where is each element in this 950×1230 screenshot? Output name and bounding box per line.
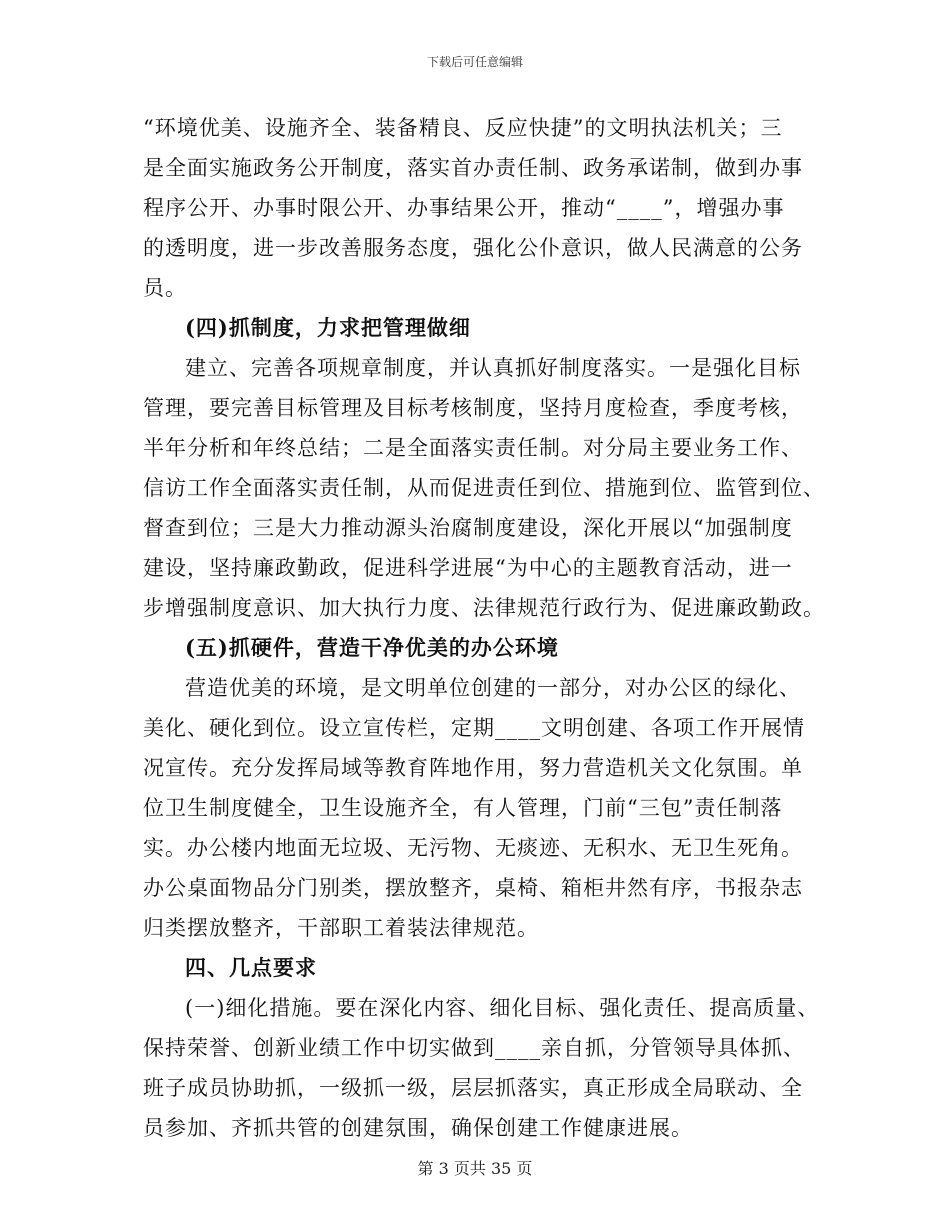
body-line: 员。	[143, 276, 187, 300]
body-line: 步增强制度意识、加大执行力度、法律规范行政行为、促进廉政勤政。	[143, 596, 825, 620]
document-body	[143, 108, 825, 1148]
header-note: 下载后可任意编辑	[426, 55, 523, 69]
body-line: 信访工作全面落实责任制，从而促进责任到位、措施到位、监管到位、	[143, 476, 825, 500]
body-line: 实。办公楼内地面无垃圾、无污物、无痰迹、无积水、无卫生死角。	[143, 836, 803, 860]
body-line: (一)细化措施。要在深化内容、细化目标、强化责任、提高质量、	[185, 996, 820, 1020]
body-line: 营造优美的环境，是文明单位创建的一部分，对办公区的绿化、	[185, 676, 801, 700]
body-line: 的透明度，进一步改善服务态度，强化公仆意识，做人民满意的公务	[143, 236, 803, 260]
section-heading: 四、几点要求	[185, 955, 317, 980]
body-line: 美化、硬化到位。设立宣传栏，定期____文明创建、各项工作开展情	[143, 716, 805, 740]
page-number: 第 3 页共 35 页	[417, 1159, 533, 1178]
body-line: 半年分析和年终总结；二是全面落实责任制。对分局主要业务工作、	[143, 436, 803, 460]
body-line: 员参加、齐抓共管的创建氛围，确保创建工作健康进展。	[143, 1116, 693, 1140]
body-line: 况宣传。充分发挥局域等教育阵地作用，努力营造机关文化氛围。单	[143, 756, 803, 780]
body-line: 保持荣誉、创新业绩工作中切实做到____亲自抓，分管领导具体抓、	[143, 1036, 805, 1060]
body-line: 建设，坚持廉政勤政，促进科学进展“为中心的主题教育活动，进一	[143, 556, 793, 580]
body-line: 管理，要完善目标管理及目标考核制度，坚持月度检查，季度考核，	[143, 396, 803, 420]
body-line: 归类摆放整齐，干部职工着装法律规范。	[143, 916, 539, 940]
body-line: 建立、完善各项规章制度，并认真抓好制度落实。一是强化目标	[185, 356, 801, 380]
body-line: 办公桌面物品分门别类，摆放整齐，桌椅、箱柜井然有序，书报杂志	[143, 876, 803, 900]
body-line: 程序公开、办事时限公开、办事结果公开，推动“____”，增强办事	[143, 196, 785, 220]
body-line: 督查到位；三是大力推动源头治腐制度建设，深化开展以“加强制度	[143, 516, 793, 540]
section-heading: (四)抓制度，力求把管理做细	[185, 315, 471, 340]
body-line: “环境优美、设施齐全、装备精良、反应快捷”的文明执法机关；三	[143, 116, 783, 140]
body-line: 班子成员协助抓，一级抓一级，层层抓落实，真正形成全局联动、全	[143, 1076, 803, 1100]
body-line: 是全面实施政务公开制度，落实首办责任制、政务承诺制，做到办事	[143, 156, 803, 180]
section-heading: (五)抓硬件，营造干净优美的办公环境	[185, 635, 559, 660]
body-line: 位卫生制度健全，卫生设施齐全，有人管理，门前“三包”责任制落	[143, 796, 783, 820]
